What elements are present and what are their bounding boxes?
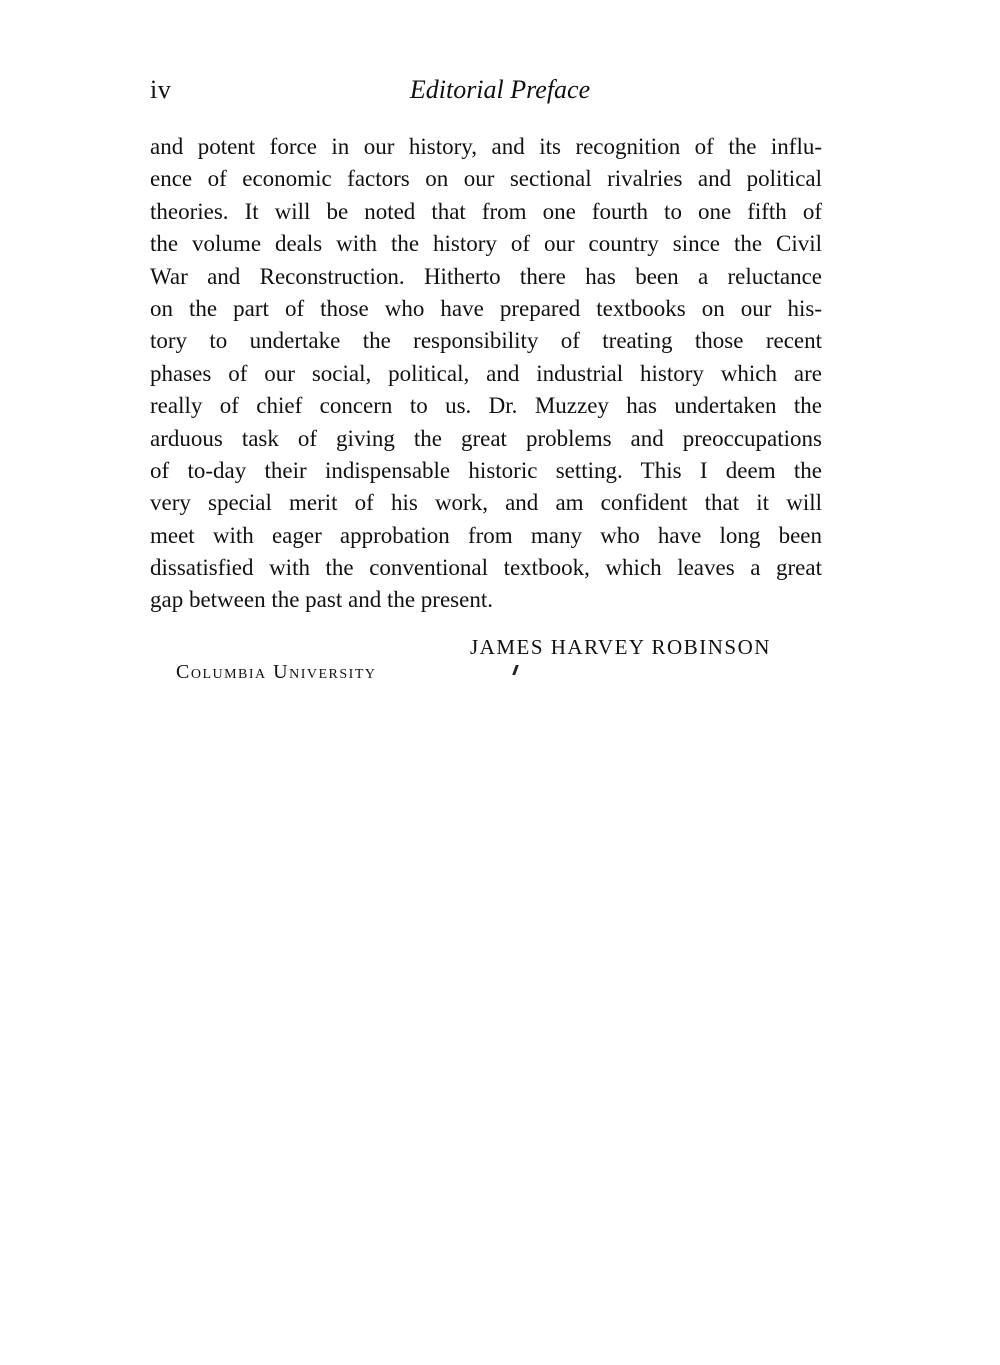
running-title: Editorial Preface	[409, 75, 591, 104]
text-line: really of chief concern to us. Dr. Muzzey has undertaken the	[150, 393, 822, 419]
text-line: tory to undertake the responsibility of treating those recent	[150, 328, 822, 354]
text-line: theories. It will be noted that from one fourth to one fifth of	[150, 198, 822, 224]
text-line: very special merit of his work, and am confident that it will	[150, 490, 822, 516]
text-line: ence of economic factors on our sectional rivalries and political	[150, 166, 822, 192]
text-line: of to-day their indispensable historic setting. This I deem the	[150, 457, 822, 483]
text-line: arduous task of giving the great problems and preoccupations	[150, 425, 822, 451]
author-affiliation: Columbia University	[176, 661, 377, 683]
text-line: meet with eager approbation from many who have long been	[150, 522, 822, 548]
text-line: and potent force in our history, and its recognition of the influ-	[150, 134, 822, 159]
text-line: dissatisfied with the conventional textbook, which leaves a great	[150, 555, 822, 581]
page-number: iv	[150, 75, 172, 104]
preface-paragraph	[150, 131, 822, 617]
text-line: phases of our social, political, and industrial history which are	[150, 360, 822, 386]
text-line: on the part of those who have prepared textbooks on our his-	[150, 295, 822, 321]
text-line: War and Reconstruction. Hitherto there has been a reluctance	[150, 263, 822, 289]
author-signature: JAMES HARVEY ROBINSON	[470, 635, 771, 659]
signature-mark	[512, 665, 519, 675]
text-line: the volume deals with the history of our country since the Civil	[150, 231, 822, 257]
text-line-last: gap between the past and the present.	[150, 587, 493, 613]
